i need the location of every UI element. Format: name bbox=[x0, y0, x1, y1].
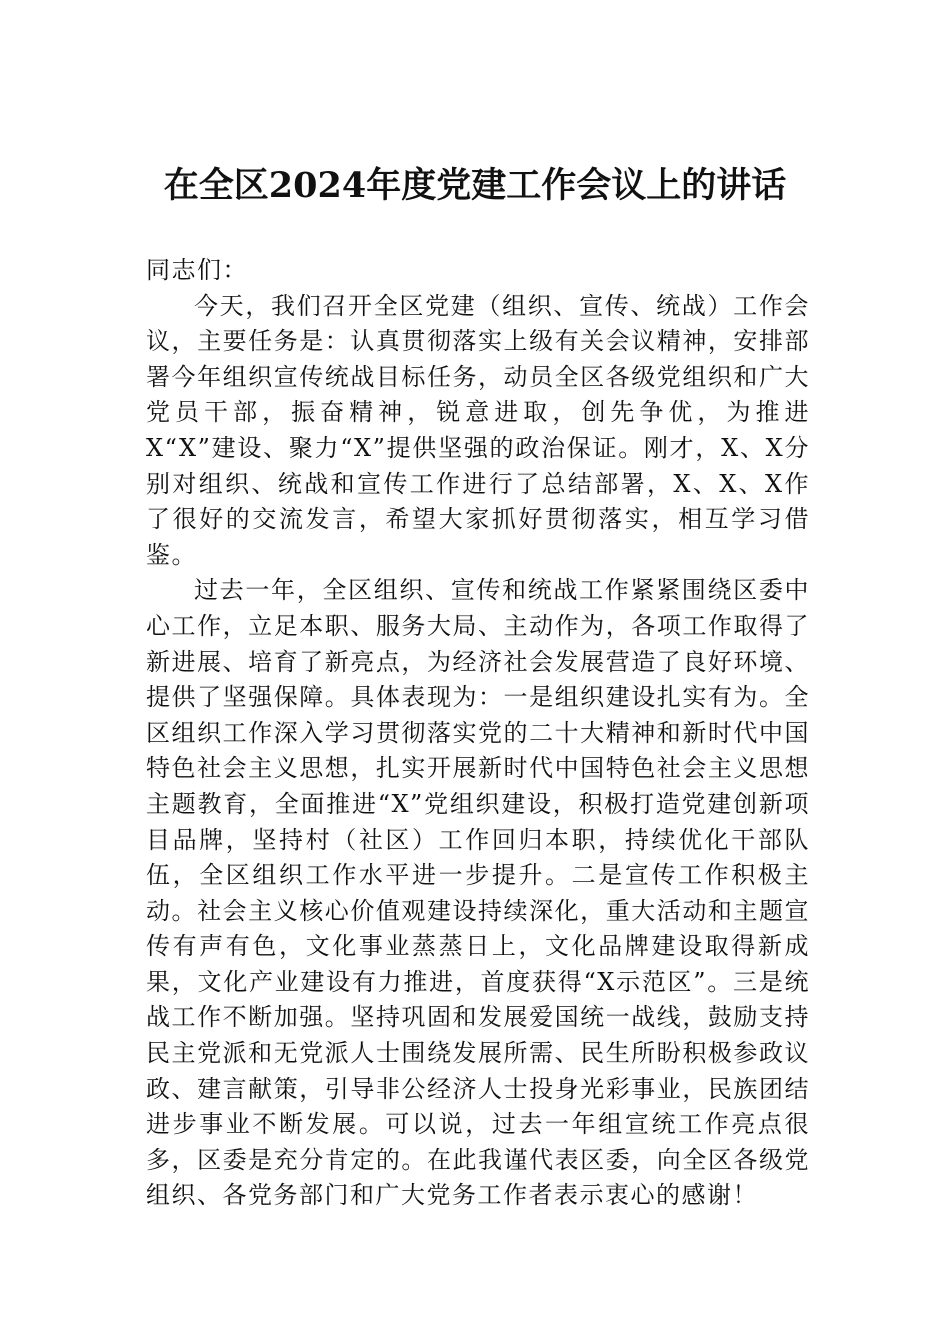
document-title: 在全区2024年度党建工作会议上的讲话 bbox=[163, 165, 787, 206]
paragraph-2: 过去一年，全区组织、宣传和统战工作紧紧围绕区委中心工作，立足本职、服务大局、主动作为，各项工作取得了新进展、培育了新亮点，为经济社会发展营造了良好环境、提供了坚强保障。具体表现为：一是组织建设扎实有为。全区组织工作深入学习贯彻落实党的二十大精神和新时代中国特色社会主义思想，扎实开展新时代中国特色社会主义思想主题教育，全面推进“X”党组织建设，积极打造党建创新项目品牌，坚持村（社区）工作回归本职，持续优化干部队伍，全区组织工作水平进一步提升。二是宣传工作积极主动。社会主义核心价值观建设持续深化，重大活动和主题宣传有声有色，文化事业蒸蒸日上，文化品牌建设取得新成果，文化产业建设有力推进，首度获得“X示范区”。三是统战工作不断加强。坚持巩固和发展爱国统一战线，鼓励支持民主党派和无党派人士围绕发展所需、民生所盼积极参政议政、建言献策，引导非公经济人士投身光彩事业，民族团结进步事业不断发展。可以说，过去一年组宣统工作亮点很多，区委是充分肯定的。在此我谨代表区委，向全区各级党组织、各党务部门和广大党务工作者表示衷心的感谢！ bbox=[146, 576, 810, 1210]
document-body bbox=[146, 253, 810, 1214]
greeting: 同志们： bbox=[146, 256, 248, 284]
paragraph-1: 今天，我们召开全区党建（组织、宣传、统战）工作会议，主要任务是：认真贯彻落实上级有关会议精神，安排部署今年组织宣传统战目标任务，动员全区各级党组织和广大党员干部，振奋精神，锐意进取，创先争优，为推进X“X”建设、聚力“X”提供坚强的政治保证。刚才，X、X分别对组织、统战和宣传工作进行了总结部署，X、X、X作了很好的交流发言，希望大家抓好贯彻落实，相互学习借鉴。 bbox=[146, 291, 810, 569]
